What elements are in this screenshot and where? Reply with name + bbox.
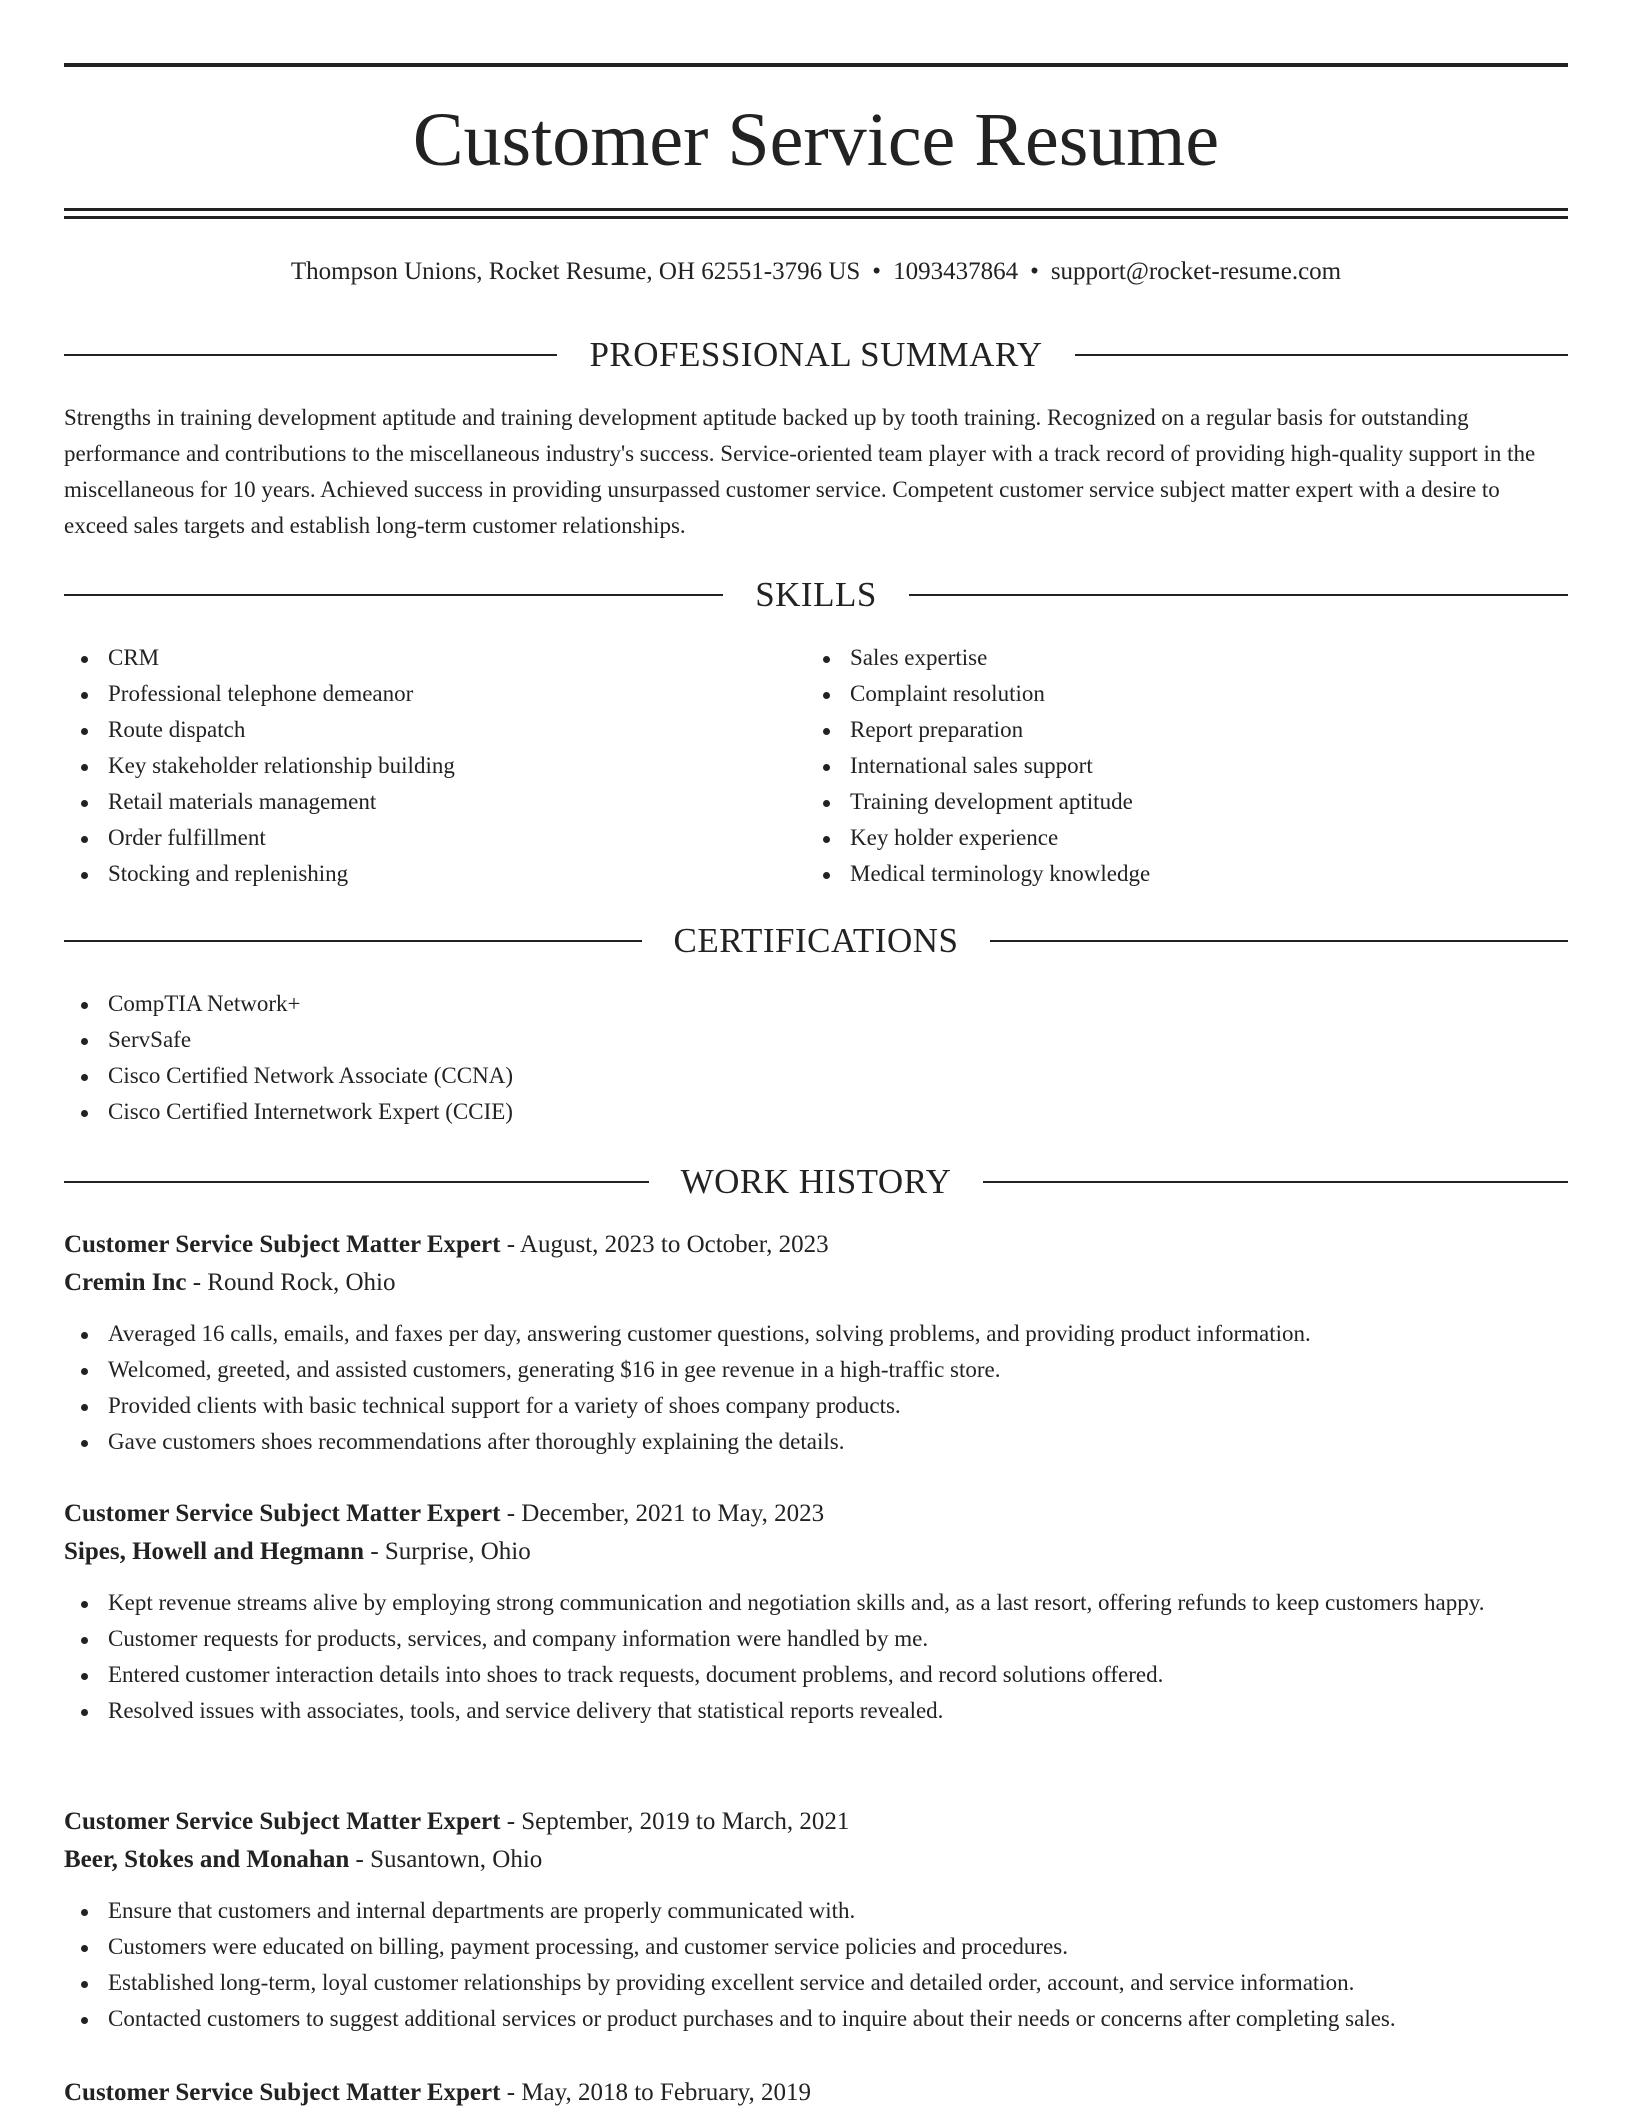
contact-separator: • [1030, 258, 1039, 285]
job-entry [64, 2074, 1568, 2112]
job-role: Customer Service Subject Matter Expert [64, 1231, 501, 1258]
section-header-skills [64, 570, 1568, 620]
summary-text: Strengths in training development aptitude and training development aptitude backed up by tooth training. Recognized on a regular basis for outstanding performance and contributions to the miscellaneous industry's success. Service-oriented team player with a track record of providing high-quality support in the miscellaneous for 10 years. Achieved success in providing unsurpassed customer service. Competent customer service subject matter expert with a desire to exceed sales targets and establish long-term customer relationships. [64, 405, 1536, 538]
certification-item: Cisco Certified Network Associate (CCNA) [64, 1058, 1568, 1094]
section-title-work-history: WORK HISTORY [680, 1162, 952, 1201]
job-bullets [64, 1316, 1568, 1460]
job-bullet: Ensure that customers and internal departments are properly communicated with. [64, 1893, 1568, 1929]
contact-separator: • [872, 258, 882, 285]
skill-item: Complaint resolution [806, 676, 1506, 712]
job-company-line [64, 1841, 1568, 1879]
job-company: Sipes, Howell and Hegmann [64, 1538, 365, 1565]
skill-item: International sales support [806, 748, 1506, 784]
job-company-line [64, 1533, 1568, 1571]
contact-phone: 1093437864 [893, 258, 1019, 285]
job-entry [64, 1226, 1568, 1460]
section-rule-left [64, 594, 723, 596]
skill-item: Training development aptitude [806, 784, 1506, 820]
job-title-line [64, 1803, 1568, 1841]
job-bullet: Customers were educated on billing, payment processing, and customer service policies and procedures. [64, 1929, 1568, 1965]
job-bullets [64, 1585, 1568, 1729]
section-rule-left [64, 940, 642, 942]
job-bullet: Contacted customers to suggest additional services or product purchases and to inquire about their needs or concerns after completing sales. [64, 2001, 1568, 2037]
skill-item: Order fulfillment [64, 820, 764, 856]
skill-item: Report preparation [806, 712, 1506, 748]
title-double-rule-upper [64, 208, 1568, 211]
job-dates: - December, 2021 to May, 2023 [500, 1500, 825, 1527]
section-title-skills: SKILLS [755, 575, 877, 614]
job-location: - Round Rock, Ohio [186, 1269, 396, 1296]
job-bullet: Entered customer interaction details into shoes to track requests, document problems, and record solutions offered. [64, 1657, 1568, 1693]
skill-item: Key stakeholder relationship building [64, 748, 764, 784]
contact-email: support@rocket-resume.com [1050, 258, 1342, 285]
contact-line [64, 254, 1568, 290]
job-location: - Surprise, Ohio [364, 1538, 531, 1565]
section-header-certifications [64, 916, 1568, 966]
section-title-summary: PROFESSIONAL SUMMARY [589, 335, 1043, 374]
top-rule [64, 63, 1568, 67]
job-title-line [64, 2074, 1568, 2112]
section-header-summary [64, 330, 1568, 380]
job-title-line [64, 1226, 1568, 1264]
job-bullet: Resolved issues with associates, tools, and service delivery that statistical reports revealed. [64, 1693, 1568, 1729]
skill-item: Key holder experience [806, 820, 1506, 856]
job-entry [64, 1495, 1568, 1729]
job-title-line [64, 1495, 1568, 1533]
skills-list-right [806, 640, 1506, 892]
skill-item: Medical terminology knowledge [806, 856, 1506, 892]
contact-address: Thompson Unions, Rocket Resume, OH 62551-3796 US [290, 258, 861, 285]
job-dates: - May, 2018 to February, 2019 [500, 2079, 812, 2106]
job-role: Customer Service Subject Matter Expert [64, 1500, 501, 1527]
job-bullet: Averaged 16 calls, emails, and faxes per day, answering customer questions, solving problems, and providing product information. [64, 1316, 1568, 1352]
skill-item: Sales expertise [806, 640, 1506, 676]
section-rule-right [990, 940, 1568, 942]
job-company: Beer, Stokes and Monahan [64, 1846, 350, 1873]
title-double-rule-lower [64, 216, 1568, 219]
job-dates: - September, 2019 to March, 2021 [500, 1808, 850, 1835]
skill-item: Stocking and replenishing [64, 856, 764, 892]
skill-item: Professional telephone demeanor [64, 676, 764, 712]
job-bullet: Established long-term, loyal customer relationships by providing excellent service and detailed order, account, and service information. [64, 1965, 1568, 2001]
skills-list-left [64, 640, 764, 892]
certification-item: CompTIA Network+ [64, 986, 1568, 1022]
section-header-work-history [64, 1157, 1568, 1207]
job-bullet: Welcomed, greeted, and assisted customers, generating $16 in gee revenue in a high-traffic store. [64, 1352, 1568, 1388]
job-role: Customer Service Subject Matter Expert [64, 2079, 501, 2106]
skill-item: Route dispatch [64, 712, 764, 748]
job-bullet: Gave customers shoes recommendations after thoroughly explaining the details. [64, 1424, 1568, 1460]
job-bullets [64, 1893, 1568, 2037]
job-role: Customer Service Subject Matter Expert [64, 1808, 501, 1835]
certifications-list [64, 986, 1568, 1130]
job-dates: - August, 2023 to October, 2023 [500, 1231, 829, 1258]
section-rule-right [983, 1181, 1568, 1183]
section-rule-right [909, 594, 1568, 596]
certification-item: Cisco Certified Internetwork Expert (CCIE) [64, 1094, 1568, 1130]
skill-item: CRM [64, 640, 764, 676]
section-title-certifications: CERTIFICATIONS [673, 921, 959, 960]
resume-title: Customer Service Resume [412, 98, 1220, 182]
section-rule-right [1075, 354, 1568, 356]
job-bullet: Kept revenue streams alive by employing strong communication and negotiation skills and, as a last resort, offering refunds to keep customers happy. [64, 1585, 1568, 1621]
section-rule-left [64, 1181, 649, 1183]
job-company-line [64, 1264, 1568, 1302]
job-bullet: Customer requests for products, services, and company information were handled by me. [64, 1621, 1568, 1657]
certification-item: ServSafe [64, 1022, 1568, 1058]
skill-item: Retail materials management [64, 784, 764, 820]
job-location: - Susantown, Ohio [349, 1846, 543, 1873]
job-bullet: Provided clients with basic technical support for a variety of shoes company products. [64, 1388, 1568, 1424]
job-entry [64, 1803, 1568, 2037]
job-company: Cremin Inc [64, 1269, 187, 1296]
section-rule-left [64, 354, 557, 356]
